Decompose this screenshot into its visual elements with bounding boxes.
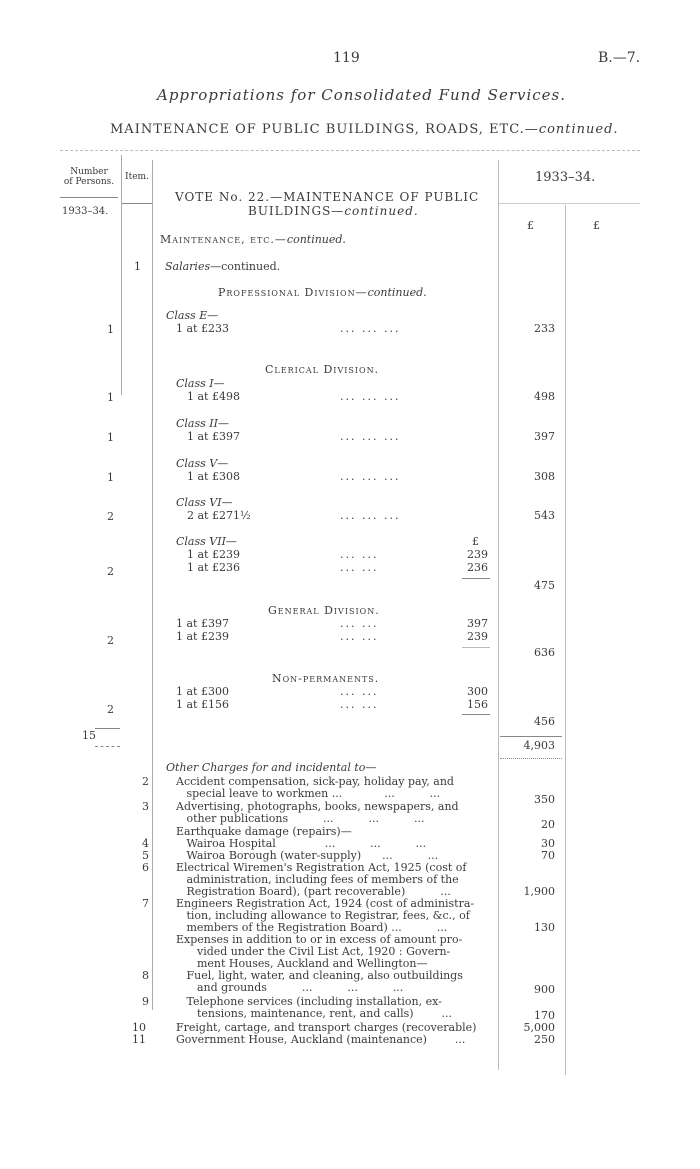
persons-header-line2: of Persons.: [63, 177, 115, 187]
class-vii-total: 475: [534, 579, 555, 592]
persons-header-line1: Number: [70, 167, 108, 177]
nonperm-line1: 1 at £300: [176, 685, 229, 698]
item-text-divider: [152, 160, 153, 1010]
charge-text-line: members of the Registration Board) ... ...: [176, 921, 448, 934]
class-ii-dots: ... ... ...: [340, 430, 401, 443]
charge-text-line: Wairoa Hospital ... ... ...: [176, 837, 427, 850]
nonperm-dots1: ... ...: [340, 685, 379, 698]
charge-text-line: and grounds ... ... ...: [176, 981, 404, 994]
maintenance-label: Maintenance, etc.—: [160, 233, 287, 246]
charge-text-line: tion, including allowance to Registrar, fees, &c., of: [176, 909, 470, 922]
vote-line2-main: BUILDINGS—: [248, 204, 345, 218]
charge-item-number: 7: [142, 897, 149, 910]
class-vii-persons: 2: [107, 565, 114, 578]
class-v-total: 308: [534, 470, 555, 483]
class-vi-dots: ... ... ...: [340, 509, 401, 522]
pound-header-2: £: [593, 219, 600, 232]
class-v-line: 1 at £308: [187, 470, 240, 483]
professional-continued: continued.: [367, 286, 427, 299]
charge-text-line: Electrical Wiremen's Registration Act, 1925 (cost of: [176, 861, 467, 874]
charge-item-number: 9: [142, 995, 149, 1008]
charge-amount: 170: [534, 1009, 555, 1022]
charge-text-line: other publications ... ... ...: [176, 812, 425, 825]
charge-item-number: 6: [142, 861, 149, 874]
header-rule: [60, 150, 640, 151]
item-column-header: Item.: [125, 172, 149, 182]
persons-total: 15: [82, 729, 96, 742]
charge-item-number: 2: [142, 775, 149, 788]
pound-column-divider: [565, 205, 566, 1075]
charge-text-line: ment Houses, Auckland and Wellington—: [176, 957, 428, 970]
salaries-continued: —continued.: [210, 260, 281, 273]
charge-amount: 5,000: [523, 1021, 555, 1034]
general-division-heading: General Division.: [268, 604, 380, 617]
charge-text-line: Earthquake damage (repairs)—: [176, 825, 352, 838]
charge-text-line: vided under the Civil List Act, 1920 : Govern-: [176, 945, 451, 958]
charge-item-number: 10: [132, 1021, 146, 1034]
charge-text-line: tensions, maintenance, rent, and calls) ...: [176, 1007, 453, 1020]
pound-header-1: £: [527, 219, 534, 232]
charge-text-line: Wairoa Borough (water-supply) ... ...: [176, 849, 439, 862]
class-i-persons: 1: [107, 391, 114, 404]
class-ii-label: Class II—: [176, 417, 229, 430]
charge-amount: 20: [541, 818, 555, 831]
charge-item-number: 5: [142, 849, 149, 862]
grand-total-underline: [500, 758, 562, 759]
class-i-label: Class I—: [176, 377, 225, 390]
report-reference: B.—7.: [598, 50, 641, 66]
charge-amount: 30: [541, 837, 555, 850]
charge-text-line: Expenses in addition to or in excess of amount pro-: [176, 933, 463, 946]
persons-year-header: 1933–34.: [62, 206, 109, 217]
charge-text-line: Freight, cartage, and transport charges (recoverable): [176, 1021, 477, 1034]
class-e-label: Class E—: [166, 309, 219, 322]
salaries-grand-total: 4,903: [523, 739, 555, 752]
salaries-heading: [165, 261, 280, 273]
class-vii-line1: 1 at £239: [187, 548, 240, 561]
class-e-total: 233: [534, 322, 555, 335]
class-ii-total: 397: [534, 430, 555, 443]
nonperm-dots2: ... ...: [340, 698, 379, 711]
page-title: Appropriations for Consolidated Fund Services.: [157, 86, 567, 104]
charge-text-line: Government House, Auckland (maintenance) ...: [176, 1033, 466, 1046]
class-ii-persons: 1: [107, 431, 114, 444]
item-header-rule: [122, 203, 152, 204]
class-vi-total: 543: [534, 509, 555, 522]
charge-item-number: 4: [142, 837, 149, 850]
charge-item-number: 3: [142, 800, 149, 813]
maintenance-heading: [160, 234, 346, 246]
persons-header-rule: [60, 197, 118, 198]
year-column-header: 1933–34.: [535, 170, 596, 185]
salaries-label: Salaries: [165, 260, 211, 273]
class-i-dots: ... ... ...: [340, 390, 401, 403]
class-vii-dots2: ... ...: [340, 561, 379, 574]
charge-text-line: Telephone services (including installation, ex-: [176, 995, 442, 1008]
class-v-persons: 1: [107, 471, 114, 484]
charge-text-line: Fuel, light, water, and cleaning, also outbuildings: [176, 969, 463, 982]
professional-division-heading: [218, 287, 427, 299]
page-number: 119: [333, 50, 360, 66]
general-amount1: 397: [467, 617, 488, 630]
vote-heading-line1: VOTE No. 22.—MAINTENANCE OF PUBLIC: [175, 190, 480, 204]
vote-heading-line2: [175, 204, 479, 218]
other-charges-heading: Other Charges for and incidental to—: [166, 761, 377, 774]
class-vii-pound: £: [472, 535, 479, 548]
vote-heading: [175, 190, 479, 218]
nonperm-line2: 1 at £156: [176, 698, 229, 711]
class-vi-line: 2 at £271½: [187, 509, 251, 522]
general-dots1: ... ...: [340, 617, 379, 630]
year-header-rule: [498, 203, 640, 204]
nonperm-amount2: 156: [467, 698, 488, 711]
vote-line2-cont: continued.: [344, 204, 419, 218]
text-amount-divider: [498, 160, 499, 1070]
professional-label: Professional Division—: [218, 286, 368, 299]
class-i-line: 1 at £498: [187, 390, 240, 403]
grand-total-rule: [500, 736, 562, 737]
class-vii-line2: 1 at £236: [187, 561, 240, 574]
clerical-division-heading: Clerical Division.: [265, 363, 380, 376]
subtitle-continued: continued.: [538, 122, 619, 137]
maintenance-continued: continued.: [286, 233, 346, 246]
class-vii-dots1: ... ...: [340, 548, 379, 561]
charge-amount: 1,900: [523, 885, 555, 898]
general-total: 636: [534, 646, 555, 659]
persons-item-divider: [121, 155, 122, 395]
nonperm-amount1: 300: [467, 685, 488, 698]
charge-text-line: special leave to workmen ... ... ...: [176, 787, 441, 800]
non-permanents-heading: Non-permanents.: [272, 672, 380, 685]
general-dots2: ... ...: [340, 630, 379, 643]
charge-text-line: Engineers Registration Act, 1924 (cost of administra-: [176, 897, 475, 910]
class-vii-label: Class VII—: [176, 535, 237, 548]
class-v-label: Class V—: [176, 457, 229, 470]
nonperm-subtotal-rule: [462, 714, 490, 715]
charge-item-number: 11: [132, 1033, 146, 1046]
class-vii-subtotal-rule: [462, 578, 490, 579]
class-vi-label: Class VI—: [176, 496, 233, 509]
charge-amount: 70: [541, 849, 555, 862]
charge-amount: 350: [534, 793, 555, 806]
class-i-total: 498: [534, 390, 555, 403]
class-e-dots: ... ... ...: [340, 322, 401, 335]
class-v-dots: ... ... ...: [340, 470, 401, 483]
class-vi-persons: 2: [107, 510, 114, 523]
class-e-line: 1 at £233: [176, 322, 229, 335]
general-amount2: 239: [467, 630, 488, 643]
charge-amount: 250: [534, 1033, 555, 1046]
class-vii-amount2: 236: [467, 561, 488, 574]
persons-total-rule: [95, 728, 120, 729]
class-ii-line: 1 at £397: [187, 430, 240, 443]
class-vii-amount1: 239: [467, 548, 488, 561]
subtitle-main: MAINTENANCE OF PUBLIC BUILDINGS, ROADS, ETC.—: [110, 122, 539, 137]
charge-text-line: Accident compensation, sick-pay, holiday pay, and: [176, 775, 454, 788]
persons-total-underline: [95, 746, 120, 747]
charge-text-line: Advertising, photographs, books, newspapers, and: [176, 800, 459, 813]
salaries-item-number: 1: [134, 260, 141, 273]
charge-amount: 900: [534, 983, 555, 996]
section-subtitle: [110, 122, 619, 137]
charge-text-line: Registration Board), (part recoverable) ...: [176, 885, 451, 898]
class-e-persons: 1: [107, 323, 114, 336]
charge-amount: 130: [534, 921, 555, 934]
general-line2: 1 at £239: [176, 630, 229, 643]
nonperm-total: 456: [534, 715, 555, 728]
charge-text-line: administration, including fees of members of the: [176, 873, 459, 886]
general-line1: 1 at £397: [176, 617, 229, 630]
persons-column-header: [60, 167, 118, 187]
charge-item-number: 8: [142, 969, 149, 982]
general-persons: 2: [107, 634, 114, 647]
general-subtotal-rule: [462, 647, 490, 648]
nonperm-persons: 2: [107, 703, 114, 716]
